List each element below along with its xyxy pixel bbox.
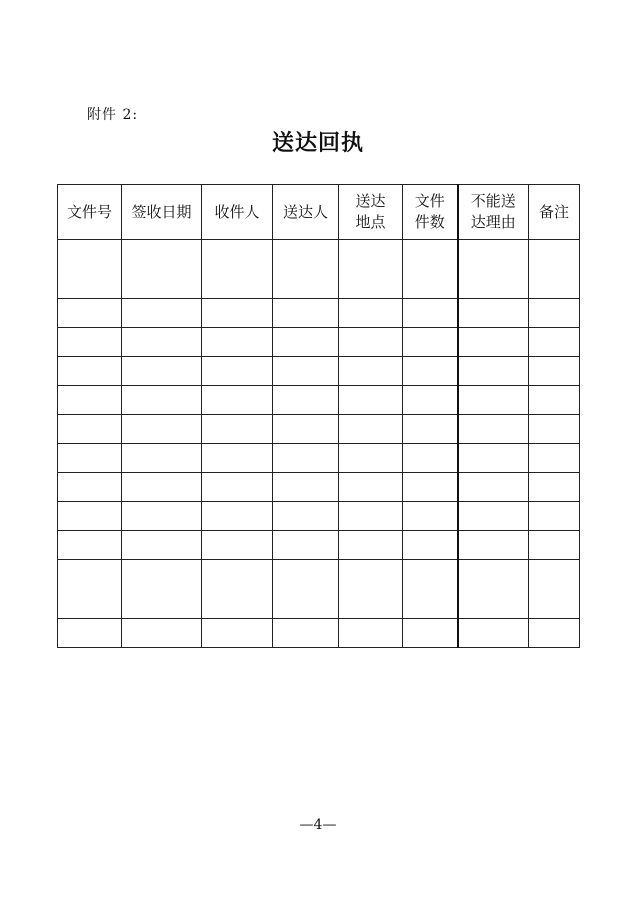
sign-date-cell[interactable] bbox=[122, 444, 202, 473]
undeliverable-reason-cell[interactable] bbox=[458, 473, 529, 502]
document-count-cell[interactable] bbox=[403, 560, 458, 619]
remarks-cell[interactable] bbox=[529, 619, 580, 648]
header-server: 送达人 bbox=[273, 185, 339, 240]
undeliverable-reason-cell[interactable] bbox=[458, 619, 529, 648]
sign-date-cell[interactable] bbox=[122, 328, 202, 357]
document-number-cell[interactable] bbox=[58, 619, 122, 648]
document-count-cell[interactable] bbox=[403, 531, 458, 560]
remarks-cell[interactable] bbox=[529, 240, 580, 299]
table-row bbox=[58, 619, 580, 648]
remarks-cell[interactable] bbox=[529, 299, 580, 328]
undeliverable-reason-cell[interactable] bbox=[458, 502, 529, 531]
server-cell[interactable] bbox=[273, 473, 339, 502]
document-number-cell[interactable] bbox=[58, 299, 122, 328]
table-row bbox=[58, 473, 580, 502]
delivery-place-cell[interactable] bbox=[339, 328, 403, 357]
document-title: 送达回执 bbox=[271, 130, 364, 156]
undeliverable-reason-cell[interactable] bbox=[458, 328, 529, 357]
header-sign-date: 签收日期 bbox=[122, 185, 202, 240]
server-cell[interactable] bbox=[273, 328, 339, 357]
undeliverable-reason-cell[interactable] bbox=[458, 357, 529, 386]
delivery-place-cell[interactable] bbox=[339, 531, 403, 560]
server-cell[interactable] bbox=[273, 619, 339, 648]
recipient-cell[interactable] bbox=[202, 619, 273, 648]
server-cell[interactable] bbox=[273, 357, 339, 386]
document-count-cell[interactable] bbox=[403, 240, 458, 299]
sign-date-cell[interactable] bbox=[122, 473, 202, 502]
table-row bbox=[58, 502, 580, 531]
document-number-cell[interactable] bbox=[58, 473, 122, 502]
recipient-cell[interactable] bbox=[202, 415, 273, 444]
sign-date-cell[interactable] bbox=[122, 386, 202, 415]
table-row bbox=[58, 444, 580, 473]
document-number-cell[interactable] bbox=[58, 560, 122, 619]
header-undeliverable-reason: 不能送 达理由 bbox=[458, 185, 529, 240]
delivery-place-cell[interactable] bbox=[339, 560, 403, 619]
delivery-place-cell[interactable] bbox=[339, 444, 403, 473]
recipient-cell[interactable] bbox=[202, 502, 273, 531]
undeliverable-reason-cell[interactable] bbox=[458, 444, 529, 473]
delivery-receipt-table bbox=[57, 184, 580, 648]
server-cell[interactable] bbox=[273, 386, 339, 415]
document-count-cell[interactable] bbox=[403, 415, 458, 444]
recipient-cell[interactable] bbox=[202, 299, 273, 328]
document-number-cell[interactable] bbox=[58, 444, 122, 473]
server-cell[interactable] bbox=[273, 531, 339, 560]
remarks-cell[interactable] bbox=[529, 386, 580, 415]
page-number: —4— bbox=[299, 817, 337, 833]
document-number-cell[interactable] bbox=[58, 357, 122, 386]
undeliverable-reason-cell[interactable] bbox=[458, 299, 529, 328]
delivery-place-cell[interactable] bbox=[339, 240, 403, 299]
document-count-cell[interactable] bbox=[403, 444, 458, 473]
table-row bbox=[58, 299, 580, 328]
header-remarks: 备注 bbox=[529, 185, 580, 240]
delivery-place-cell[interactable] bbox=[339, 619, 403, 648]
table-row bbox=[58, 240, 580, 299]
table-row bbox=[58, 531, 580, 560]
table-row bbox=[58, 560, 580, 619]
remarks-cell[interactable] bbox=[529, 415, 580, 444]
delivery-place-cell[interactable] bbox=[339, 502, 403, 531]
remarks-cell[interactable] bbox=[529, 531, 580, 560]
table-row bbox=[58, 357, 580, 386]
document-count-cell[interactable] bbox=[403, 299, 458, 328]
recipient-cell[interactable] bbox=[202, 328, 273, 357]
document-count-cell[interactable] bbox=[403, 328, 458, 357]
recipient-cell[interactable] bbox=[202, 444, 273, 473]
undeliverable-reason-cell[interactable] bbox=[458, 415, 529, 444]
sign-date-cell[interactable] bbox=[122, 299, 202, 328]
recipient-cell[interactable] bbox=[202, 531, 273, 560]
recipient-cell[interactable] bbox=[202, 357, 273, 386]
delivery-place-cell[interactable] bbox=[339, 415, 403, 444]
remarks-cell[interactable] bbox=[529, 328, 580, 357]
sign-date-cell[interactable] bbox=[122, 502, 202, 531]
document-count-cell[interactable] bbox=[403, 357, 458, 386]
document-number-cell[interactable] bbox=[58, 502, 122, 531]
sign-date-cell[interactable] bbox=[122, 560, 202, 619]
remarks-cell[interactable] bbox=[529, 502, 580, 531]
server-cell[interactable] bbox=[273, 415, 339, 444]
document-number-cell[interactable] bbox=[58, 240, 122, 299]
sign-date-cell[interactable] bbox=[122, 357, 202, 386]
server-cell[interactable] bbox=[273, 299, 339, 328]
document-number-cell[interactable] bbox=[58, 386, 122, 415]
remarks-cell[interactable] bbox=[529, 560, 580, 619]
undeliverable-reason-cell[interactable] bbox=[458, 560, 529, 619]
undeliverable-reason-cell[interactable] bbox=[458, 531, 529, 560]
server-cell[interactable] bbox=[273, 444, 339, 473]
document-number-cell[interactable] bbox=[58, 415, 122, 444]
document-count-cell[interactable] bbox=[403, 386, 458, 415]
delivery-place-cell[interactable] bbox=[339, 386, 403, 415]
recipient-cell[interactable] bbox=[202, 473, 273, 502]
document-count-cell[interactable] bbox=[403, 473, 458, 502]
delivery-place-cell[interactable] bbox=[339, 299, 403, 328]
remarks-cell[interactable] bbox=[529, 357, 580, 386]
server-cell[interactable] bbox=[273, 560, 339, 619]
delivery-place-cell[interactable] bbox=[339, 473, 403, 502]
document-number-cell[interactable] bbox=[58, 328, 122, 357]
server-cell[interactable] bbox=[273, 240, 339, 299]
table-header-row bbox=[58, 185, 580, 240]
header-recipient: 收件人 bbox=[202, 185, 273, 240]
undeliverable-reason-cell[interactable] bbox=[458, 386, 529, 415]
remarks-cell[interactable] bbox=[529, 473, 580, 502]
header-document-number: 文件号 bbox=[58, 185, 122, 240]
document-count-cell[interactable] bbox=[403, 502, 458, 531]
server-cell[interactable] bbox=[273, 502, 339, 531]
table-row bbox=[58, 386, 580, 415]
sign-date-cell[interactable] bbox=[122, 415, 202, 444]
delivery-place-cell[interactable] bbox=[339, 357, 403, 386]
table-row bbox=[58, 415, 580, 444]
document-count-cell[interactable] bbox=[403, 619, 458, 648]
header-document-count: 文件 件数 bbox=[403, 185, 458, 240]
sign-date-cell[interactable] bbox=[122, 619, 202, 648]
sign-date-cell[interactable] bbox=[122, 240, 202, 299]
sign-date-cell[interactable] bbox=[122, 531, 202, 560]
recipient-cell[interactable] bbox=[202, 386, 273, 415]
recipient-cell[interactable] bbox=[202, 560, 273, 619]
attachment-label: 附件 2: bbox=[87, 107, 139, 123]
table-row bbox=[58, 328, 580, 357]
undeliverable-reason-cell[interactable] bbox=[458, 240, 529, 299]
recipient-cell[interactable] bbox=[202, 240, 273, 299]
header-delivery-place: 送达 地点 bbox=[339, 185, 403, 240]
document-number-cell[interactable] bbox=[58, 531, 122, 560]
remarks-cell[interactable] bbox=[529, 444, 580, 473]
